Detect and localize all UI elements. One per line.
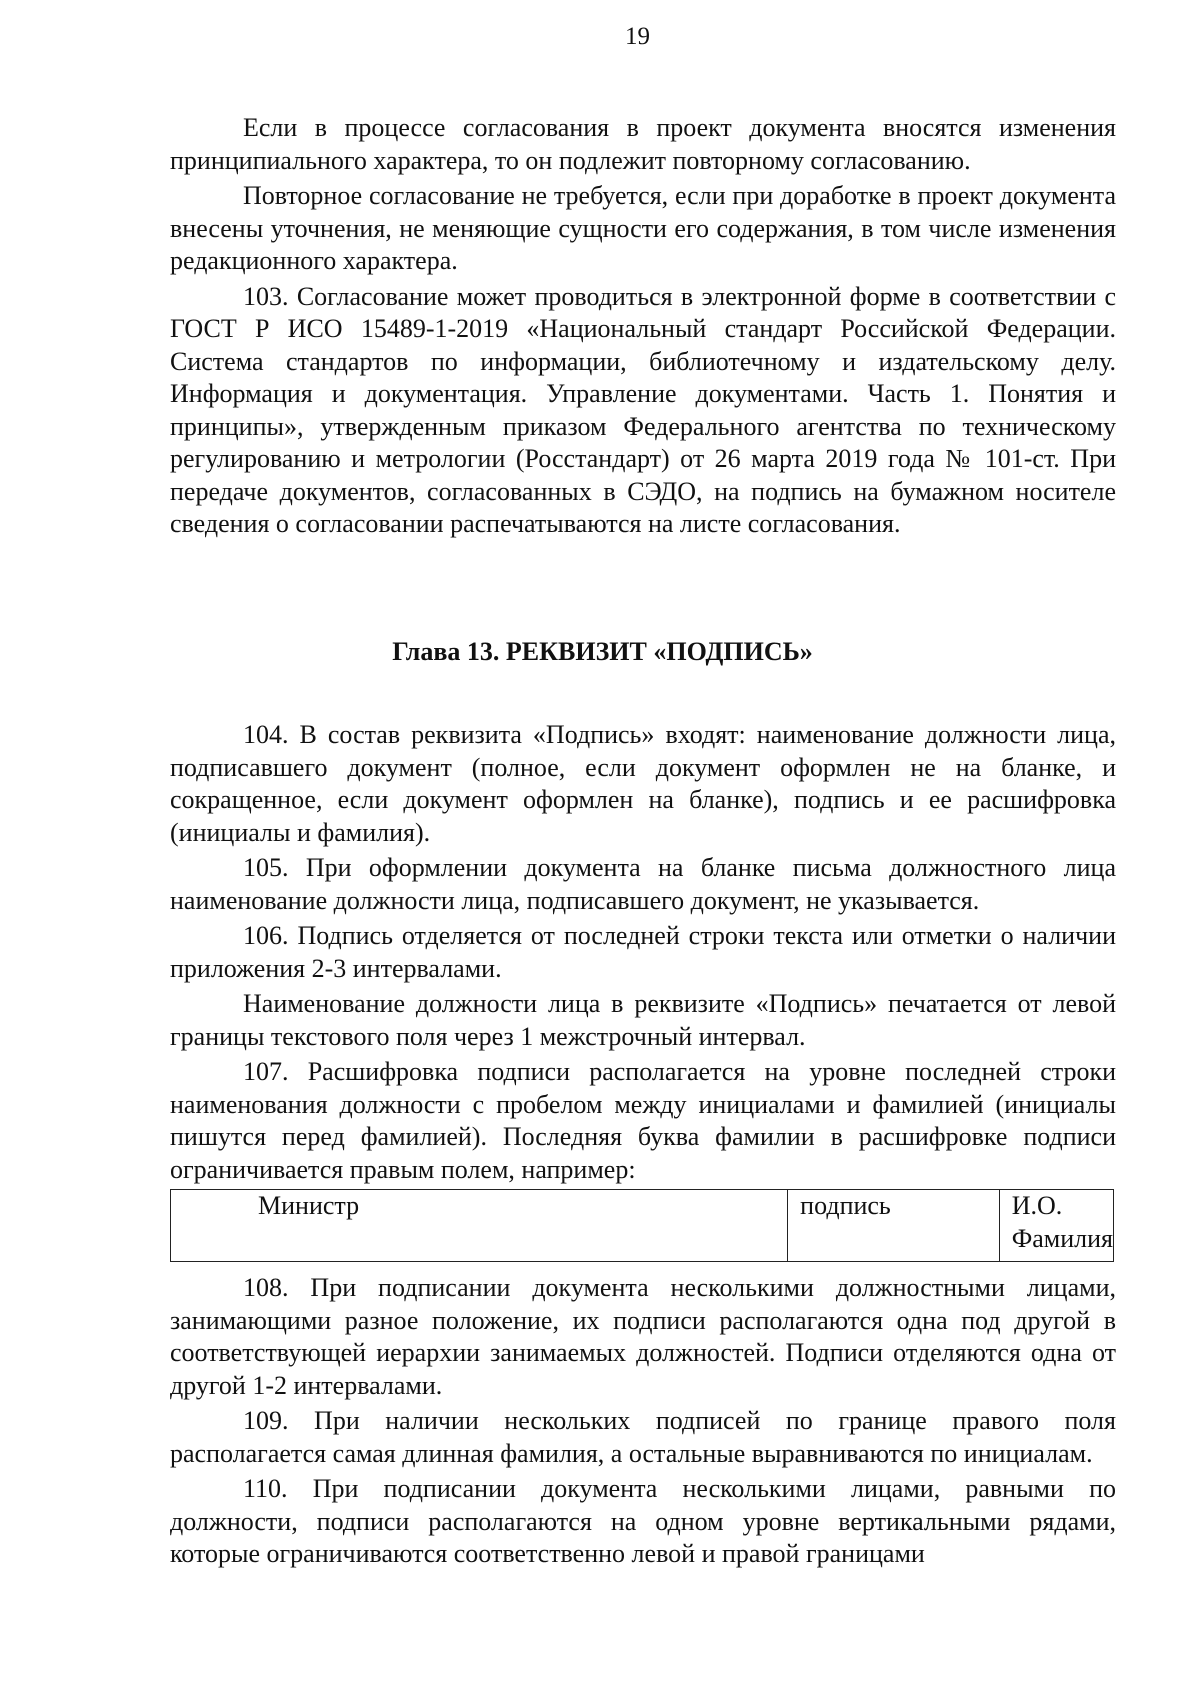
- paragraph-103: 103. Согласование может проводиться в электронной форме в соответствии с ГОСТ Р ИСО 15489-1-2019 «Национальный стандарт Российской Федерации. Система стандартов по информации, библиотечному и издательскому делу. Информация и документация. Управление документами. Часть 1. Понятия и принципы», утвержденным приказом Федерального агентства по техническому регулированию и метрологии (Росстандарт) от 26 марта 2019 года № 101-ст. При передаче документов, согласованных в СЭДО, на подпись на бумажном носителе сведения о согласовании распечатываются на листе согласования.: [170, 281, 1116, 538]
- example-position-cell: Министр: [171, 1190, 788, 1262]
- chapter-title: Глава 13. РЕКВИЗИТ «ПОДПИСЬ»: [392, 637, 813, 666]
- signature-example-table: [170, 1189, 1114, 1262]
- paragraph-107: 107. Расшифровка подписи располагается на уровне последней строки наименования должности с пробелом между инициалами и фамилией (инициалы пишутся перед фамилией). Последняя буква фамилии в расшифровке подписи ограничивается правым полем, например:: [170, 1057, 1116, 1184]
- paragraph-105: 105. При оформлении документа на бланке письма должностного лица наименование должности лица, подписавшего документ, не указывается.: [170, 853, 1116, 915]
- paragraph-104: 104. В состав реквизита «Подпись» входят: наименование должности лица, подписавшего документ (полное, если документ оформлен не на бланке, и сокращенное, если документ оформлен на бланке), подпись и ее расшифровка (инициалы и фамилия).: [170, 720, 1116, 847]
- page-number: 19: [625, 23, 650, 50]
- paragraph-reapproval-not-required: Повторное согласование не требуется, если при доработке в проект документа внесены уточнения, не меняющие сущности его содержания, в том числе изменения редакционного характера.: [170, 181, 1116, 275]
- paragraph-108: 108. При подписании документа несколькими должностными лицами, занимающими разное положение, их подписи располагаются одна под другой в соответствующей иерархии занимаемых должностей. Подписи отделяются одна от другой 1-2 интервалами.: [170, 1273, 1116, 1400]
- paragraph-reapproval-required: Если в процессе согласования в проект документа вносятся изменения принципиального характера, то он подлежит повторному согласованию.: [170, 113, 1116, 175]
- paragraph-106: 106. Подпись отделяется от последней строки текста или отметки о наличии приложения 2-3 интервалами.: [170, 921, 1116, 983]
- chapter-text-section: [170, 719, 1116, 1574]
- example-signature-cell: подпись: [788, 1190, 1000, 1262]
- example-name-cell: И.О. Фамилия: [999, 1190, 1113, 1262]
- paragraph-110: 110. При подписании документа несколькими лицами, равными по должности, подписи располагаются на одном уровне вертикальными рядами, которые ограничиваются соответственно левой и правой границами: [170, 1474, 1116, 1568]
- paragraph-position-placement: Наименование должности лица в реквизите «Подпись» печатается от левой границы текстового поля через 1 межстрочный интервал.: [170, 989, 1116, 1051]
- top-text-section: [170, 112, 1116, 544]
- paragraph-109: 109. При наличии нескольких подписей по границе правого поля располагается самая длинная фамилия, а остальные выравниваются по инициалам.: [170, 1406, 1116, 1468]
- table-row: [171, 1190, 1114, 1262]
